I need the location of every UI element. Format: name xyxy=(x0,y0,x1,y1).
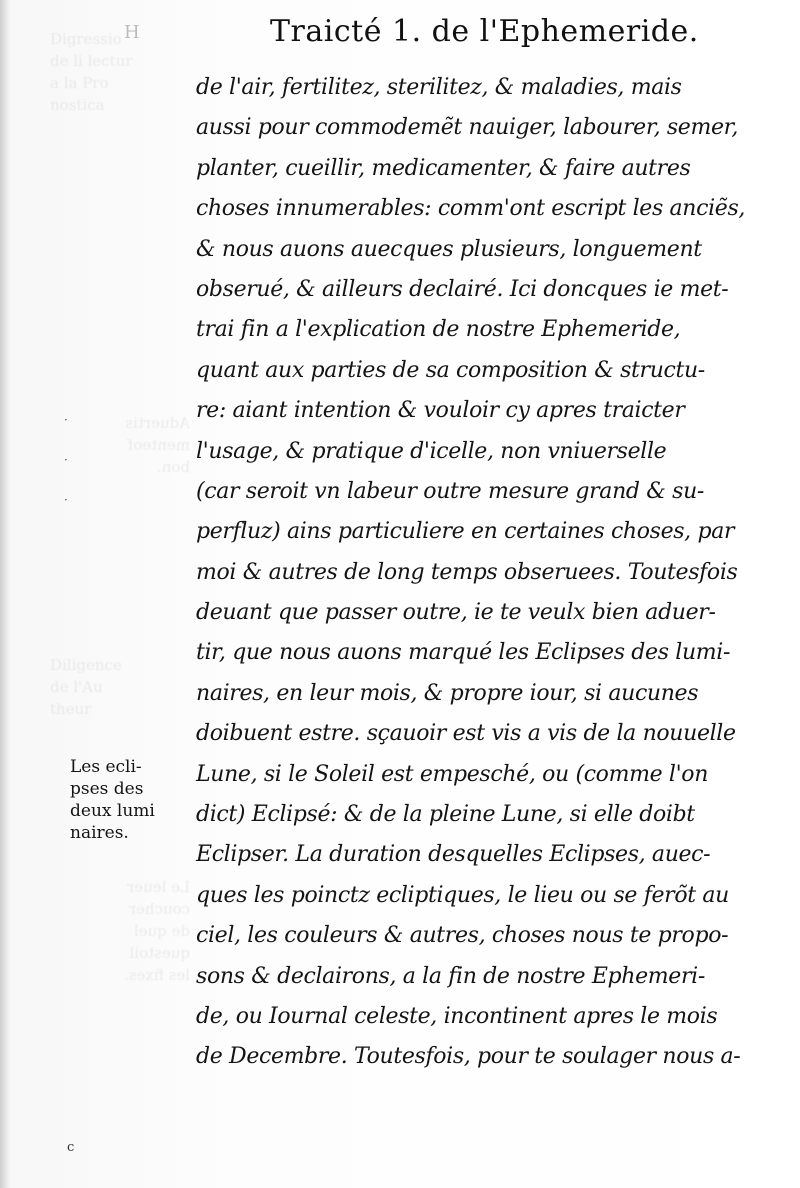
text-line: planter, cueillir, medicamenter, & faire autres xyxy=(196,155,691,181)
text-line: ciel, les couleurs & autres, choses nous te propo- xyxy=(196,923,729,949)
text-line: quant aux parties de sa composition & structu- xyxy=(196,357,705,383)
text-line: ques les poinctz ecliptiques, le lieu ou se ferõt au xyxy=(196,882,729,908)
text-line: sons & declairons, a la fin de nostre Ephemeri- xyxy=(196,963,705,989)
text-line: tir, que nous auons marqué les Eclipses des lumi- xyxy=(196,640,731,666)
text-line: trai fin a l'explication de nostre Ephemeride, xyxy=(196,317,681,343)
text-line: dict) Eclipsé: & de la pleine Lune, si elle doibt xyxy=(196,802,695,828)
margin-note xyxy=(70,756,190,844)
margin-note-line: naires. xyxy=(70,823,129,843)
footer-mark: c xyxy=(67,1140,75,1155)
margin-note-line: Les ecli- xyxy=(70,757,142,777)
text-line: deuant que passer outre, ie te veulx bien aduer- xyxy=(196,600,716,626)
text-line: Lune, si le Soleil est empesché, ou (comme l'on xyxy=(196,761,709,787)
text-line: (car seroit vn labeur outre mesure grand & su- xyxy=(196,478,704,504)
text-line: perfluz) ains particuliere en certaines choses, par xyxy=(196,519,735,545)
text-line: l'usage, & pratique d'icelle, non vniuerselle xyxy=(196,438,667,464)
text-line: re: aiant intention & vouloir cy apres traicter xyxy=(196,398,685,424)
page-gutter-edge xyxy=(0,0,10,1188)
text-line: moi & autres de long temps obseruees. Toutesfois xyxy=(196,559,738,585)
text-line: choses innumerables: comm'ont escript les anciẽs, xyxy=(196,196,746,222)
text-line: de Decembre. Toutesfois, pour te soulager nous a- xyxy=(196,1044,741,1070)
text-line: Eclipser. La duration desquelles Eclipses, auec- xyxy=(196,842,711,868)
text-line: doibuent estre. sçauoir est vis a vis de la nouuelle xyxy=(196,721,736,747)
show-through-ghost-text: Digressio de li lectur a la Pro nostica Aduertis menteof bon. Diligence de l'Au theur Le leuer coucher de quel questoil les fixes. xyxy=(50,30,190,984)
running-title: Traicté 1. de l'Ephemeride. xyxy=(270,14,699,49)
margin-note-line: pses des xyxy=(70,779,144,799)
text-line: obserué, & ailleurs declairé. Ici doncques ie met- xyxy=(196,276,729,302)
body-text xyxy=(196,68,792,1078)
text-line: & nous auons auecques plusieurs, longuement xyxy=(196,236,702,262)
margin-note-line: deux lumi xyxy=(70,801,155,821)
text-line: aussi pour commodemẽt nauiger, labourer, semer, xyxy=(196,115,739,141)
text-line: de, ou Iournal celeste, incontinent apres le mois xyxy=(196,1003,718,1029)
margin-specks: · · · xyxy=(64,413,68,507)
text-line: de l'air, fertilitez, sterilitez, & maladies, mais xyxy=(196,75,682,100)
text-line: naires, en leur mois, & propre iour, si aucunes xyxy=(196,680,699,706)
page-mark: H xyxy=(124,22,140,43)
